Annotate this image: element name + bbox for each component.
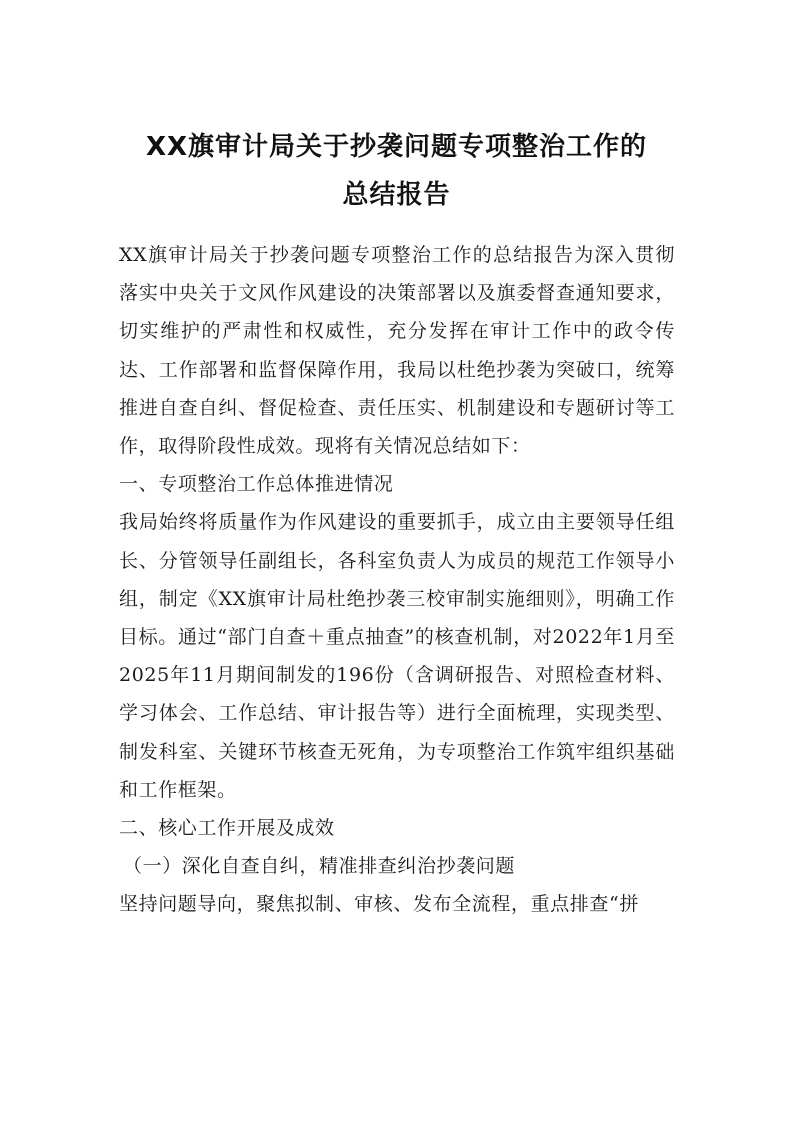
section-1-paragraph: 我局始终将质量作为作风建设的重要抓手，成立由主要领导任组长、分管领导任副组长，各科室负责人为成员的规范工作领导小组，制定《XX旗审计局杜绝抄袭三校审制实施细则》，明确工作目标。通过“部门自查＋重点抽查”的核查机制，对2022年1月至2025年11月期间制发的196份（含调研报告、对照检查材料、学习体会、工作总结、审计报告等）进行全面梳理，实现类型、制发科室、关键环节核查无死角，为专项整治工作筑牢组织基础和工作框架。 [119, 511, 675, 801]
section-heading-2: 二、核心工作开展及成效 [119, 817, 335, 840]
subsection-heading-1: （一）深化自查自纠，精准排查纠治抄袭问题 [123, 855, 516, 878]
section-heading-1: 一、专项整治工作总体推进情况 [119, 473, 394, 496]
intro-paragraph: XX旗审计局关于抄袭问题专项整治工作的总结报告为深入贯彻落实中央关于文风作风建设的决策部署以及旗委督查通知要求，切实维护的严肃性和权威性，充分发挥在审计工作中的政令传达、工作部署和监督保障作用，我局以杜绝抄袭为突破口，统筹推进自查自纠、督促检查、责任压实、机制建设和专题研讨等工作，取得阶段性成效。现将有关情况总结如下： [119, 244, 675, 458]
document-title-line-2: 总结报告 [342, 180, 451, 210]
document-body [119, 236, 675, 924]
subsection-1-paragraph: 坚持问题导向，聚焦拟制、审核、发布全流程，重点排查“拼 [119, 893, 639, 916]
document-title-line-1: XX旗审计局关于抄袭问题专项整治工作的 [145, 132, 648, 162]
